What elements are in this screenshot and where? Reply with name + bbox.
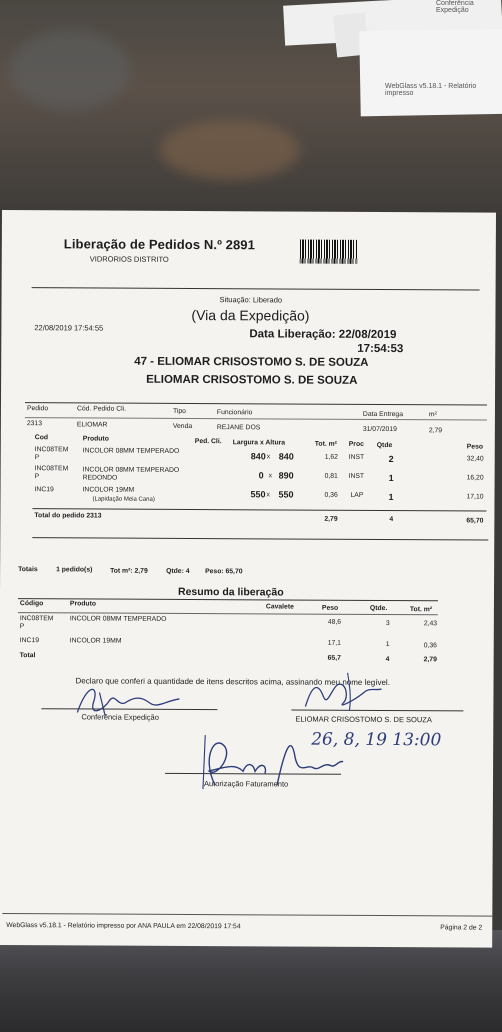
resumo-total-tot-m2: 2,79 xyxy=(423,656,437,664)
item-cod: INC19 xyxy=(34,486,54,494)
items-col-tot-m2: Tot. m² xyxy=(314,440,337,448)
resumo-col-cavalete: Cavalete xyxy=(265,603,294,611)
client-signature-label: ELIOMAR CRISOSTOMO S. DE SOUZA xyxy=(295,714,432,725)
items-col-proc: Proc xyxy=(348,440,364,448)
item-times: x xyxy=(266,453,271,461)
totais-pedidos: 1 pedido(s) xyxy=(56,566,93,574)
item-cod: INC08TEM P xyxy=(34,465,69,481)
resumo-col-codigo: Código xyxy=(19,600,44,608)
resumo-produto: INCOLOR 19MM xyxy=(69,637,122,645)
background-reflection xyxy=(10,30,130,110)
resumo-codigo: INC08TEM P xyxy=(19,615,54,631)
report-title: Liberação de Pedidos N.º 2891 xyxy=(63,236,256,253)
handwritten-signature-conferencia xyxy=(69,672,189,721)
item-altura: 550 xyxy=(278,489,294,500)
item-peso: 17,10 xyxy=(466,493,484,501)
order-cod-cli: ELIOMAR xyxy=(76,421,108,429)
item-largura: 840 xyxy=(250,451,266,462)
resumo-col-produto: Produto xyxy=(69,600,97,608)
col-tipo: Tipo xyxy=(172,407,186,415)
divider xyxy=(25,417,487,420)
footer-page-number: Página 2 de 2 xyxy=(440,924,483,932)
client-name-code: 47 - ELIOMAR CRISOSTOMO S. DE SOUZA xyxy=(134,355,369,369)
resumo-total-label: Total xyxy=(19,652,36,660)
release-time: 17:54:53 xyxy=(357,342,404,356)
totais-peso: Peso: 65,70 xyxy=(205,568,243,576)
item-largura: 0 xyxy=(258,470,264,481)
col-pedido: Pedido xyxy=(26,405,49,413)
background-sheet-footer-text: WebGlass v5.18.1 - Relatório impresso xyxy=(385,83,477,97)
item-qtde: 1 xyxy=(388,492,394,503)
handwritten-signature-client xyxy=(297,667,387,717)
item-produto: INCOLOR 19MM xyxy=(82,486,135,494)
resumo-tot-m2: 0,36 xyxy=(423,642,437,650)
total-pedido-peso: 65,70 xyxy=(466,517,484,525)
col-m2: m² xyxy=(428,411,437,419)
divider xyxy=(32,287,480,290)
resumo-peso: 17,1 xyxy=(327,639,341,647)
item-peso: 16,20 xyxy=(466,474,484,482)
item-proc: INST xyxy=(348,472,365,480)
print-timestamp: 22/08/2019 17:54:55 xyxy=(34,323,104,333)
items-col-largura-altura: Largura x Altura xyxy=(232,439,286,447)
totais-label: Totais xyxy=(18,566,38,574)
declaration-text: Declaro que conferi a quantidade de itens descritos acima, assinando meu nome legível. xyxy=(75,676,390,688)
via-label: (Via da Expedição) xyxy=(191,306,310,324)
total-pedido-qtde: 4 xyxy=(389,516,394,524)
total-pedido-label: Total do pedido 2313 xyxy=(34,512,102,520)
order-tipo: Venda xyxy=(172,422,193,430)
printed-report-page xyxy=(0,210,496,948)
items-col-qtde: Qtde xyxy=(376,441,393,450)
item-proc: LAP xyxy=(350,491,364,499)
resumo-total-peso: 65,7 xyxy=(327,654,341,662)
footer-print-info: WebGlass v5.18.1 - Relatório impresso por ANA PAULA em 22/08/2019 17:54 xyxy=(6,922,241,931)
item-times: x xyxy=(266,491,270,499)
item-peso: 32,40 xyxy=(466,455,484,463)
conferencia-label: Conferência Expedição xyxy=(81,712,159,722)
resumo-col-qtde: Qtde. xyxy=(369,604,388,613)
background-reflection xyxy=(160,120,300,180)
order-pedido: 2313 xyxy=(26,420,43,428)
company-name: VIDRORIOS DISTRITO xyxy=(89,254,169,264)
resumo-qtde: 1 xyxy=(385,641,390,649)
items-col-cod: Cod xyxy=(34,434,49,442)
resumo-peso: 48,6 xyxy=(327,618,342,626)
release-date: Data Liberação: 22/08/2019 xyxy=(249,328,397,342)
totais-m2: Tot m²: 2,79 xyxy=(110,567,148,575)
resumo-title: Resumo da liberação xyxy=(177,585,284,599)
divider xyxy=(2,913,492,917)
item-cod: INC08TEM P xyxy=(34,446,69,462)
item-times: x xyxy=(268,472,273,480)
autorizacao-label: Autorização Faturamento xyxy=(203,779,289,789)
order-data-entrega: 31/07/2019 xyxy=(362,425,397,434)
items-col-ped-cli: Ped. Cli. xyxy=(194,438,222,446)
col-cod-pedido-cli: Cód. Pedido Cli. xyxy=(76,405,127,413)
item-produto: INCOLOR 08MM TEMPERADO REDONDO xyxy=(82,466,180,482)
resumo-col-tot-m2: Tot. m² xyxy=(409,606,433,614)
resumo-col-peso: Peso xyxy=(321,604,339,612)
item-tot-m2: 0,36 xyxy=(324,491,338,499)
order-m2: 2,79 xyxy=(428,427,443,435)
item-altura: 840 xyxy=(278,451,294,462)
resumo-codigo: INC19 xyxy=(19,637,40,645)
background-sheet-text: Conferência Expedição xyxy=(436,0,474,14)
col-funcionario: Funcionário xyxy=(216,409,253,417)
status-situacao: Situação: Liberado xyxy=(219,295,283,305)
item-proc: INST xyxy=(348,453,365,461)
items-col-peso: Peso xyxy=(466,443,484,451)
totais-qtde: Qtde: 4 xyxy=(166,567,190,575)
resumo-tot-m2: 2,43 xyxy=(423,620,438,628)
item-tot-m2: 1,62 xyxy=(324,453,338,461)
item-obs: (Lapidação Meia Cana) xyxy=(92,496,155,503)
divider xyxy=(32,537,488,540)
total-pedido-m2: 2,79 xyxy=(324,515,338,523)
items-col-produto: Produto xyxy=(82,435,109,443)
order-funcionario: REJANE DOS xyxy=(216,424,261,432)
item-qtde: 2 xyxy=(388,454,394,465)
barcode-icon xyxy=(300,240,358,264)
background-paper-sheet xyxy=(359,29,502,117)
item-altura: 890 xyxy=(278,470,294,481)
item-tot-m2: 0,81 xyxy=(324,472,338,480)
handwritten-date: 26, 8, 19 13:00 xyxy=(311,729,442,751)
col-data-entrega: Data Entrega xyxy=(362,410,404,419)
item-largura: 550 xyxy=(250,489,266,500)
resumo-total-qtde: 4 xyxy=(385,656,390,664)
divider xyxy=(32,508,486,511)
resumo-produto: INCOLOR 08MM TEMPERADO xyxy=(69,615,167,623)
item-produto: INCOLOR 08MM TEMPERADO xyxy=(82,447,180,455)
client-name: ELIOMAR CRISOSTOMO S. DE SOUZA xyxy=(146,373,358,387)
resumo-qtde: 3 xyxy=(385,620,390,628)
item-qtde: 1 xyxy=(388,473,394,484)
